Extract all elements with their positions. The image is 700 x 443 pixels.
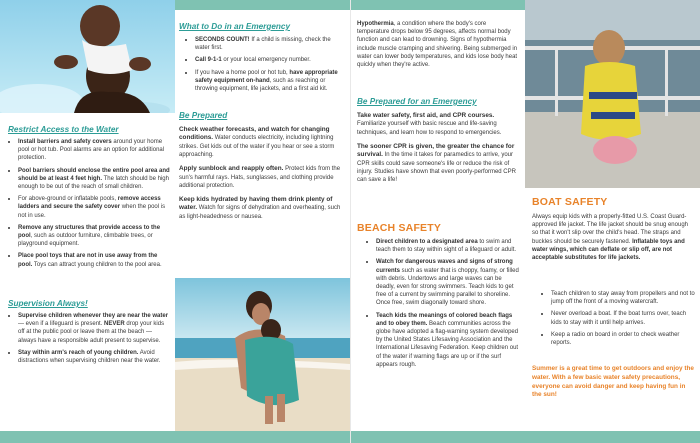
- list-item: • Remove any structures that provide access to the pool, such as outdoor furniture, climbable trees, or playground equipment.: [18, 224, 170, 249]
- beach-safety-heading: BEACH SAFETY: [357, 222, 442, 234]
- restrict-heading: Restrict Access to the Water: [8, 125, 119, 134]
- closing-message: Summer is a great time to get outdoors and enjoy the water. With a few basic water safety precautions, everyone can avoid danger and keep having fun in the sun!: [532, 365, 694, 399]
- list-item: • Teach children to stay away from propellers and not to jump off the front of a moving watercraft.: [551, 290, 696, 306]
- mother-child-beach-photo: [175, 278, 350, 431]
- prepared-text: Check weather forecasts, and watch for changing conditions. Water conducts electricity, including lightning strikes. Get kids out of the water if you hear or see a storm approaching. Apply sunblock and reapply often. Protect kids from the sun's harmful rays. Hats, sunglasses, and clothing provide additional protection. Keep kids hydrated by having them drink plenty of water. Watch for signs of dehydration and overheating, such as light-headedness or nausea.: [179, 126, 341, 220]
- emergency-prep-heading: Be Prepared for an Emergency: [357, 97, 477, 106]
- boat-list: [533, 290, 696, 351]
- list-item: • If you have a home pool or hot tub, have appropriate safety equipment on-hand, such as reaching or throwing equipment, life jackets, and a first aid kit.: [195, 69, 343, 94]
- list-item: • SECONDS COUNT! If a child is missing, check the water first.: [195, 36, 343, 52]
- child-life-jacket-photo: [525, 0, 700, 188]
- hypothermia-text: Hypothermia, a condition where the body's core temperature drops below 95 degrees, affects normal body function and can lead to drowning. Signs of hypothermia include muscle cramping and shivering. Being submerged in water can lower body temperatures, and kids lose body heat quickly when they're active.: [357, 21, 518, 69]
- list-item: • Place pool toys that are not in use away from the pool. Toys can attract young children to the pool area.: [18, 252, 170, 268]
- list-item: • Stay within arm's reach of young children. Avoid distractions when supervising children near the water.: [18, 349, 170, 365]
- list-item: • Supervise children whenever they are near the water — even if a lifeguard is present. NEVER drop your kids off at the public pool or leave them at the beach — always have a responsible adult present to supervise.: [18, 312, 170, 345]
- list-item: • Teach kids the meanings of colored beach flags and to obey them. Beach communities across the globe have adopted a flag-warning system developed by the United States Lifesaving Association and the International Lifesaving Federation. Keep children out of the water if warning flags are up or if the surf appears rough.: [376, 312, 521, 369]
- boat-safety-heading: BOAT SAFETY: [532, 196, 608, 208]
- list-item: • Pool barriers should enclose the entire pool area and should be at least 4 feet high. The latch should be high enough to be out of the reach of small children.: [18, 167, 170, 192]
- father-child-photo: [0, 0, 175, 113]
- panel-boat-safety: [525, 0, 700, 443]
- emergency-list: [177, 36, 343, 97]
- list-item: • Call 9-1-1 or your local emergency number.: [195, 56, 343, 64]
- emergency-prep-text: Take water safety, first aid, and CPR courses. Familiarize yourself with basic rescue and life-saving techniques, and learn how to respond to emergencies. The sooner CPR is given, the greater the chance for survival. In the time it takes for paramedics to arrive, your CPR skills could save someone's life or reduce the risk of injury. Studies have shown that even poorly-performed CPR can save a life!: [357, 112, 516, 184]
- list-item: • For above-ground or inflatable pools, remove access ladders and secure the safety cover when the pool is not in use.: [18, 195, 170, 220]
- restrict-list: [0, 138, 170, 273]
- list-item: • Install barriers and safety covers around your home pool or hot tub. Pool alarms are an option for additional protection.: [18, 138, 170, 163]
- list-item: • Never overload a boat. If the boat turns over, teach kids to stay with it until help arrives.: [551, 310, 696, 326]
- supervision-list: [0, 312, 170, 369]
- panel-restrict-supervision: [0, 0, 175, 443]
- panel-hypothermia-beach: [350, 0, 525, 443]
- supervision-heading: Supervision Always!: [8, 299, 88, 308]
- list-item: • Watch for dangerous waves and signs of strong currents such as water that is choppy, foamy, or filled with debris. Undertows and large waves can be deadly, even for strong swimmers. Teach kids to get free of a current by swimming parallel to shoreline. Once free, swim diagonally toward shore.: [376, 258, 521, 307]
- prepared-heading: Be Prepared: [179, 111, 228, 120]
- panel-emergency-prepared: [175, 0, 350, 443]
- beach-list: [358, 238, 521, 373]
- list-item: • Keep a radio on board in order to check weather reports.: [551, 331, 696, 347]
- boat-intro: Always equip kids with a properly-fitted U.S. Coast Guard-approved life jacket. The life jacket should be snug enough so that it won't slip over the child's head. The straps and buckles should be securely fastened. Inflatable toys and water wings, which can deflate or slip off, are not acceptable substitutes for life jackets.: [532, 214, 688, 262]
- emergency-heading: What to Do in an Emergency: [179, 22, 290, 31]
- list-item: • Direct children to a designated area to swim and teach them to stay within sight of a lifeguard or adult.: [376, 238, 521, 254]
